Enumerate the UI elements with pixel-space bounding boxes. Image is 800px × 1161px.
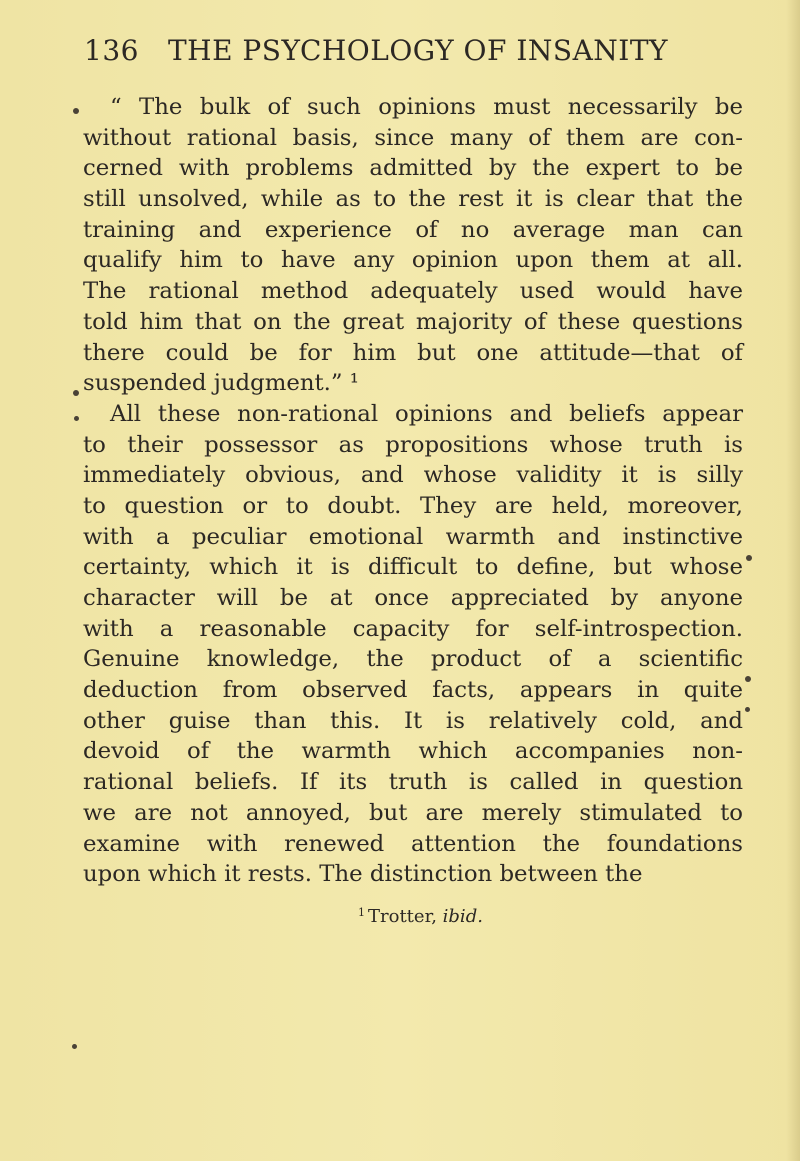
text-line: cerned with problems admitted by the expert to be	[83, 155, 743, 182]
text-line: qualify him to have any opinion upon them at all.	[83, 247, 743, 274]
text-line: All these non-rational opinions and beliefs appear	[110, 400, 743, 427]
footnote-author: Trotter,	[368, 906, 437, 927]
text-line: immediately obvious, and whose validity it is silly	[83, 462, 743, 489]
text-line: we are not annoyed, but are merely stimulated to	[83, 799, 743, 826]
text-line: still unsolved, while as to the rest it is clear that the	[83, 186, 743, 213]
print-speck-icon	[74, 416, 79, 421]
text-line: told him that on the great majority of these questions	[83, 308, 743, 335]
text-line: “ The bulk of such opinions must necessarily be	[110, 94, 743, 120]
text-line: to their possessor as propositions whose truth is	[83, 431, 743, 458]
text-line: there could be for him but one attitude—that of	[83, 339, 743, 366]
running-title: THE PSYCHOLOGY OF INSANITY	[168, 34, 669, 67]
text-line: to question or to doubt. They are held, moreover,	[83, 492, 743, 519]
text-line: character will be at once appreciated by anyone	[83, 585, 743, 611]
footnote-reference: ibid.	[442, 906, 483, 927]
print-speck-icon	[72, 1044, 77, 1049]
text-line: suspended judgment.” ¹	[83, 370, 359, 397]
print-speck-icon	[745, 676, 751, 682]
running-head	[84, 34, 724, 74]
text-line: other guise than this. It is relatively cold, and	[83, 707, 743, 734]
text-line: Genuine knowledge, the product of a scientific	[83, 646, 743, 673]
print-speck-icon	[73, 108, 79, 114]
print-speck-icon	[746, 555, 752, 561]
text-line: devoid of the warmth which accompanies non-	[83, 738, 743, 765]
text-line: training and experience of no average man can	[83, 216, 743, 243]
text-line: certainty, which it is difficult to define, but whose	[83, 554, 743, 581]
page-number: 136	[84, 34, 139, 67]
print-speck-icon	[73, 390, 79, 396]
text-line: examine with renewed attention the foundations	[83, 830, 743, 857]
text-line: with a reasonable capacity for self-introspection.	[83, 615, 743, 642]
footnote	[358, 906, 483, 927]
text-line: upon which it rests. The distinction between the	[83, 861, 643, 888]
text-line: with a peculiar emotional warmth and instinctive	[83, 523, 743, 550]
body-text	[83, 92, 743, 890]
text-line: rational beliefs. If its truth is called in question	[83, 769, 743, 796]
print-speck-icon	[745, 707, 750, 712]
footnote-marker: 1	[358, 906, 365, 919]
text-line: without rational basis, since many of them are con-	[83, 124, 743, 151]
text-line: The rational method adequately used would have	[83, 278, 743, 305]
page-edge-shadow	[786, 0, 800, 1161]
text-line: deduction from observed facts, appears in quite	[83, 677, 743, 704]
